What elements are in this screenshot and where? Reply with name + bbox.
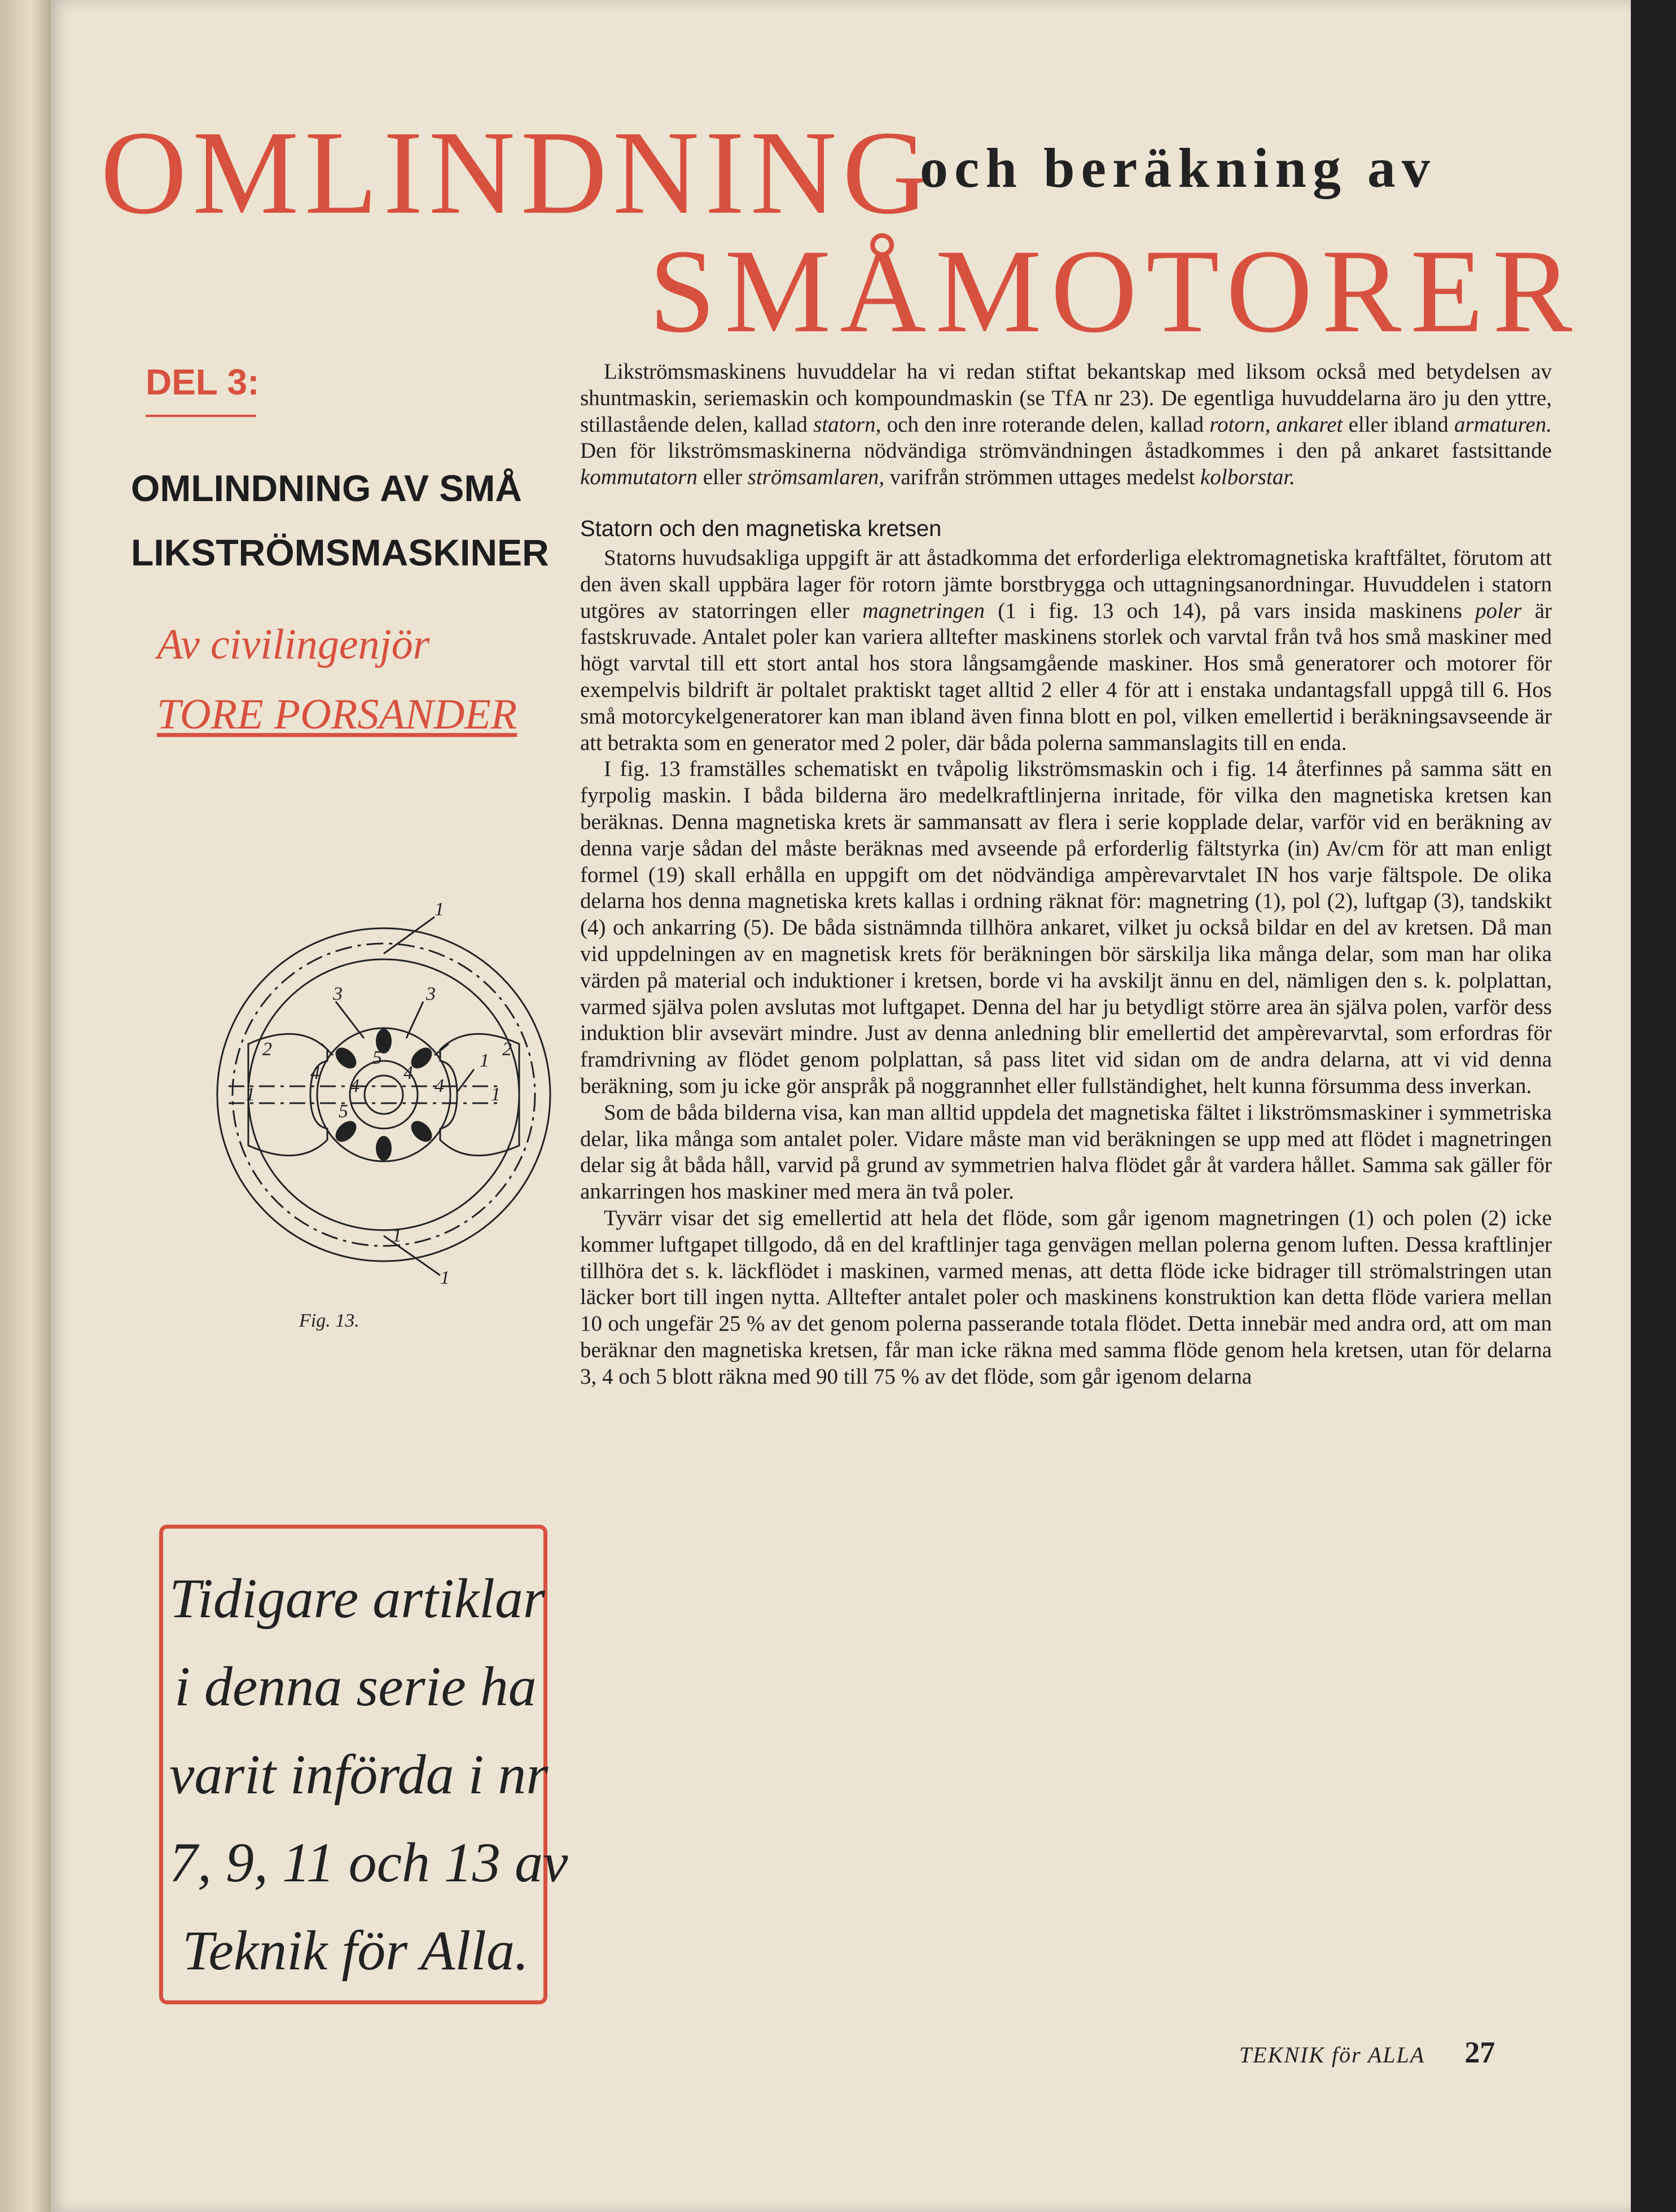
notice-line: Teknik för Alla.	[182, 1919, 529, 1982]
figure-label: 1	[435, 899, 444, 920]
page-number: 27	[1464, 2035, 1495, 2069]
figure-label: 1	[440, 1267, 450, 1288]
leader-lines	[322, 917, 474, 1275]
body-paragraph: Statorns huvudsakliga uppgift är att åstadkomma det erforderliga elektromagnetiska kraftfältet, förutom att den även skall uppbära lager för rotorn jämte borstbrygga och uttagningsanordningar. Huvuddelen i statorn utgöres av statorringen eller magnetringen (1 i fig. 13 och 14), på vars insida maskinens poler är fastskruvade. Antalet poler kan variera alltefter maskinens storlek och varvtal från två hos små maskiner med högt varvtal till ett stort antal hos stora långsamgående maskiner. Hos små generatorer och motorer för exempelvis bildrift är poltalet praktiskt taget alltid 2 eller 4 för att i enstaka undantagsfall uppgå till 6. Hos små motorcykelgeneratorer kan man ibland även finna blott en pol, vilken emellertid i beräkningsavseende är att betrakta som en generator med 2 poler, där båda polerna sammanslagits till en enda.	[580, 545, 1552, 755]
emphasized-term: magnetringen	[862, 598, 985, 623]
author-prefix: Av civilingenjör	[157, 621, 430, 668]
body-paragraph: Tyvärr visar det sig emellertid att hela det flöde, som går igenom magnetringen (1) och polen (2) icke kommer luftgapet tillgodo, då en del kraftlinjer taga genvägen mellan polerna genom luften. Dessa kraftlinjer tillhöra det s. k. läckflödet i maskinen, varmed menas, att detta flöde icke bidrager till strömalstringen utan läcker bort till ingen nytta. Alltefter antalet poler och maskinens konstruktion kan detta flöde variera mellan 10 och ungefär 25 % av det genom polerna passerande totala flödet. Detta innebär med andra ord, att om man beräknar den magnetiska kretsen, får man icke räkna med samma flöde genom hela kretsen, utan för delarna 3, 4 och 5 blott räkna med 90 till 75 % av det flöde, som går igenom delarna	[580, 1205, 1552, 1389]
figure-13-diagram	[141, 869, 593, 1332]
emphasized-term: poler	[1475, 598, 1522, 623]
figure-label: 2	[262, 1039, 272, 1060]
figure-label: 3	[333, 984, 343, 1004]
emphasized-term: statorn,	[813, 412, 881, 437]
field-line-outer	[232, 943, 535, 1246]
notice-line: varit införda i nr	[169, 1743, 549, 1806]
background-edge	[1631, 0, 1676, 2212]
emphasized-term: kolborstar.	[1200, 465, 1295, 490]
emphasized-term: armaturen.	[1454, 412, 1552, 437]
figure-label: 4	[350, 1076, 359, 1096]
article-body	[580, 359, 1552, 1390]
title-topic: SMÅMOTORER	[649, 225, 1582, 357]
author-byline	[157, 609, 586, 749]
notice-line: Tidigare artiklar	[169, 1567, 545, 1630]
body-paragraph: Som de båda bilderna visa, kan man alltid uppdela det magnetiska fältet i likströmsmaskiner i symmetriska delar, lika många som antalet poler. Vidare måste man vid beräkningen se upp med att flödet i magnetringen delar sig åt båda håll, varvid på grund av symmetrien halva flödet går åt vardera hållet. Samma sak gäller för ankarringen hos maskiner med mera än två poler.	[580, 1100, 1552, 1204]
figure-label: 1	[392, 1225, 402, 1246]
figure-caption: Fig. 13.	[299, 1310, 359, 1331]
article-subtitle	[131, 456, 560, 585]
armature-slot	[376, 1136, 392, 1161]
emphasized-term: rotorn, ankaret	[1209, 412, 1343, 437]
body-paragraph: I fig. 13 framställes schematiskt en tvåpolig likströmsmaskin och i fig. 14 återfinnes på samma sätt en fyrpolig maskin. I båda bilderna äro medelkraftlinjerna inritade, för vilka den magnetiska kretsen kan beräknas. Denna magnetiska krets är sammansatt av flera i serie kopplade delar, varför vid en beräkning av denna varje sådan del måste beräknas med avseende på erforderlig fältstyrka (in) Av/cm för att man enligt formel (19) skall erhålla en uppgift om det nödvändiga ampèrevarvtalet IN hos varje fältspole. De olika delarna hos denna magnetiska krets kallas i ordning räknat för: magnetring (1), pol (2), luftgap (3), tandskikt (4) och ankarring (5). De båda sistnämnda tillhöra ankaret, vilket ju också bildar en del av kretsen. Då man vid uppdelningen av en magnetisk krets för beräkningen bör särskilja lika många delar, som man har olika värden på material och induktioner i kretsen, borde vi ha avskiljt ännu en del, nämligen den s. k. polplattan, varmed själva polen avslutas mot luftgapet. Denna del har ju betydligt större area än själva polen, varför dess induktion blir avsevärt mindre. Just av denna anledning blir emellertid det ampèrevarvtal, som erfordras för framdrivning av flödet genom polplattan, så pass litet vid sidan om de andra delarna, att vi vid denna beräkning, som ju icke gör anspråk på noggrannhet eller fullständighet, helt kunna försumma dess inverkan.	[580, 757, 1552, 1098]
left-page-edge	[0, 0, 51, 2212]
magazine-name: TEKNIK för ALLA	[1239, 2042, 1425, 2068]
part-label-underline	[146, 415, 256, 417]
title-main: OMLINDNING	[100, 106, 934, 239]
figure-label: 1	[491, 1084, 501, 1105]
figure-label: 1	[480, 1050, 489, 1071]
emphasized-term: kommutatorn	[580, 465, 697, 490]
pole-left	[248, 1034, 327, 1156]
page-footer	[1239, 2035, 1495, 2070]
figure-label: 3	[426, 984, 436, 1004]
author-name: TORE PORSANDER	[157, 691, 517, 738]
notice-line: 7, 9, 11 och 13 av	[169, 1831, 568, 1894]
intro-paragraph: Likströmsmaskinens huvuddelar ha vi redan stiftat bekantskap med liksom också med betydelsen av shuntmaskin, seriemaskin och kompoundmaskin (se TfA nr 23). De egentliga huvuddelarna äro ju den yttre, stillastående delen, kallad statorn, och den inre roterande delen, kallad rotorn, ankaret eller ibland armaturen. Den för likströmsmaskinerna nödvändiga strömvändningen åstadkommes i den på ankaret fastsittande kommutatorn eller strömsamlaren, varifrån strömmen uttages medelst kolborstar.	[580, 359, 1552, 490]
figure-label: 4	[435, 1076, 444, 1096]
part-label: DEL 3:	[146, 362, 260, 402]
figure-label: 1	[245, 1084, 255, 1105]
figure-label: 5	[372, 1047, 382, 1068]
notice-box-text	[169, 1555, 568, 1995]
notice-line: i denna serie ha	[174, 1655, 537, 1718]
magnet-ring-inner	[248, 959, 519, 1230]
subtitle-line: OMLINDNING AV SMÅ	[131, 467, 522, 509]
figure-label: 5	[339, 1101, 348, 1122]
section-heading: Statorn och den magnetiska kretsen	[580, 516, 942, 541]
emphasized-term: strömsamlaren,	[747, 465, 885, 490]
figure-label: 2	[502, 1039, 512, 1060]
subtitle-line: LIKSTRÖMSMASKINER	[131, 532, 549, 573]
figure-label: 4	[403, 1063, 413, 1083]
title-connector: och beräkning av	[920, 137, 1437, 199]
shaft	[365, 1076, 403, 1114]
figure-label: 4	[310, 1063, 320, 1083]
